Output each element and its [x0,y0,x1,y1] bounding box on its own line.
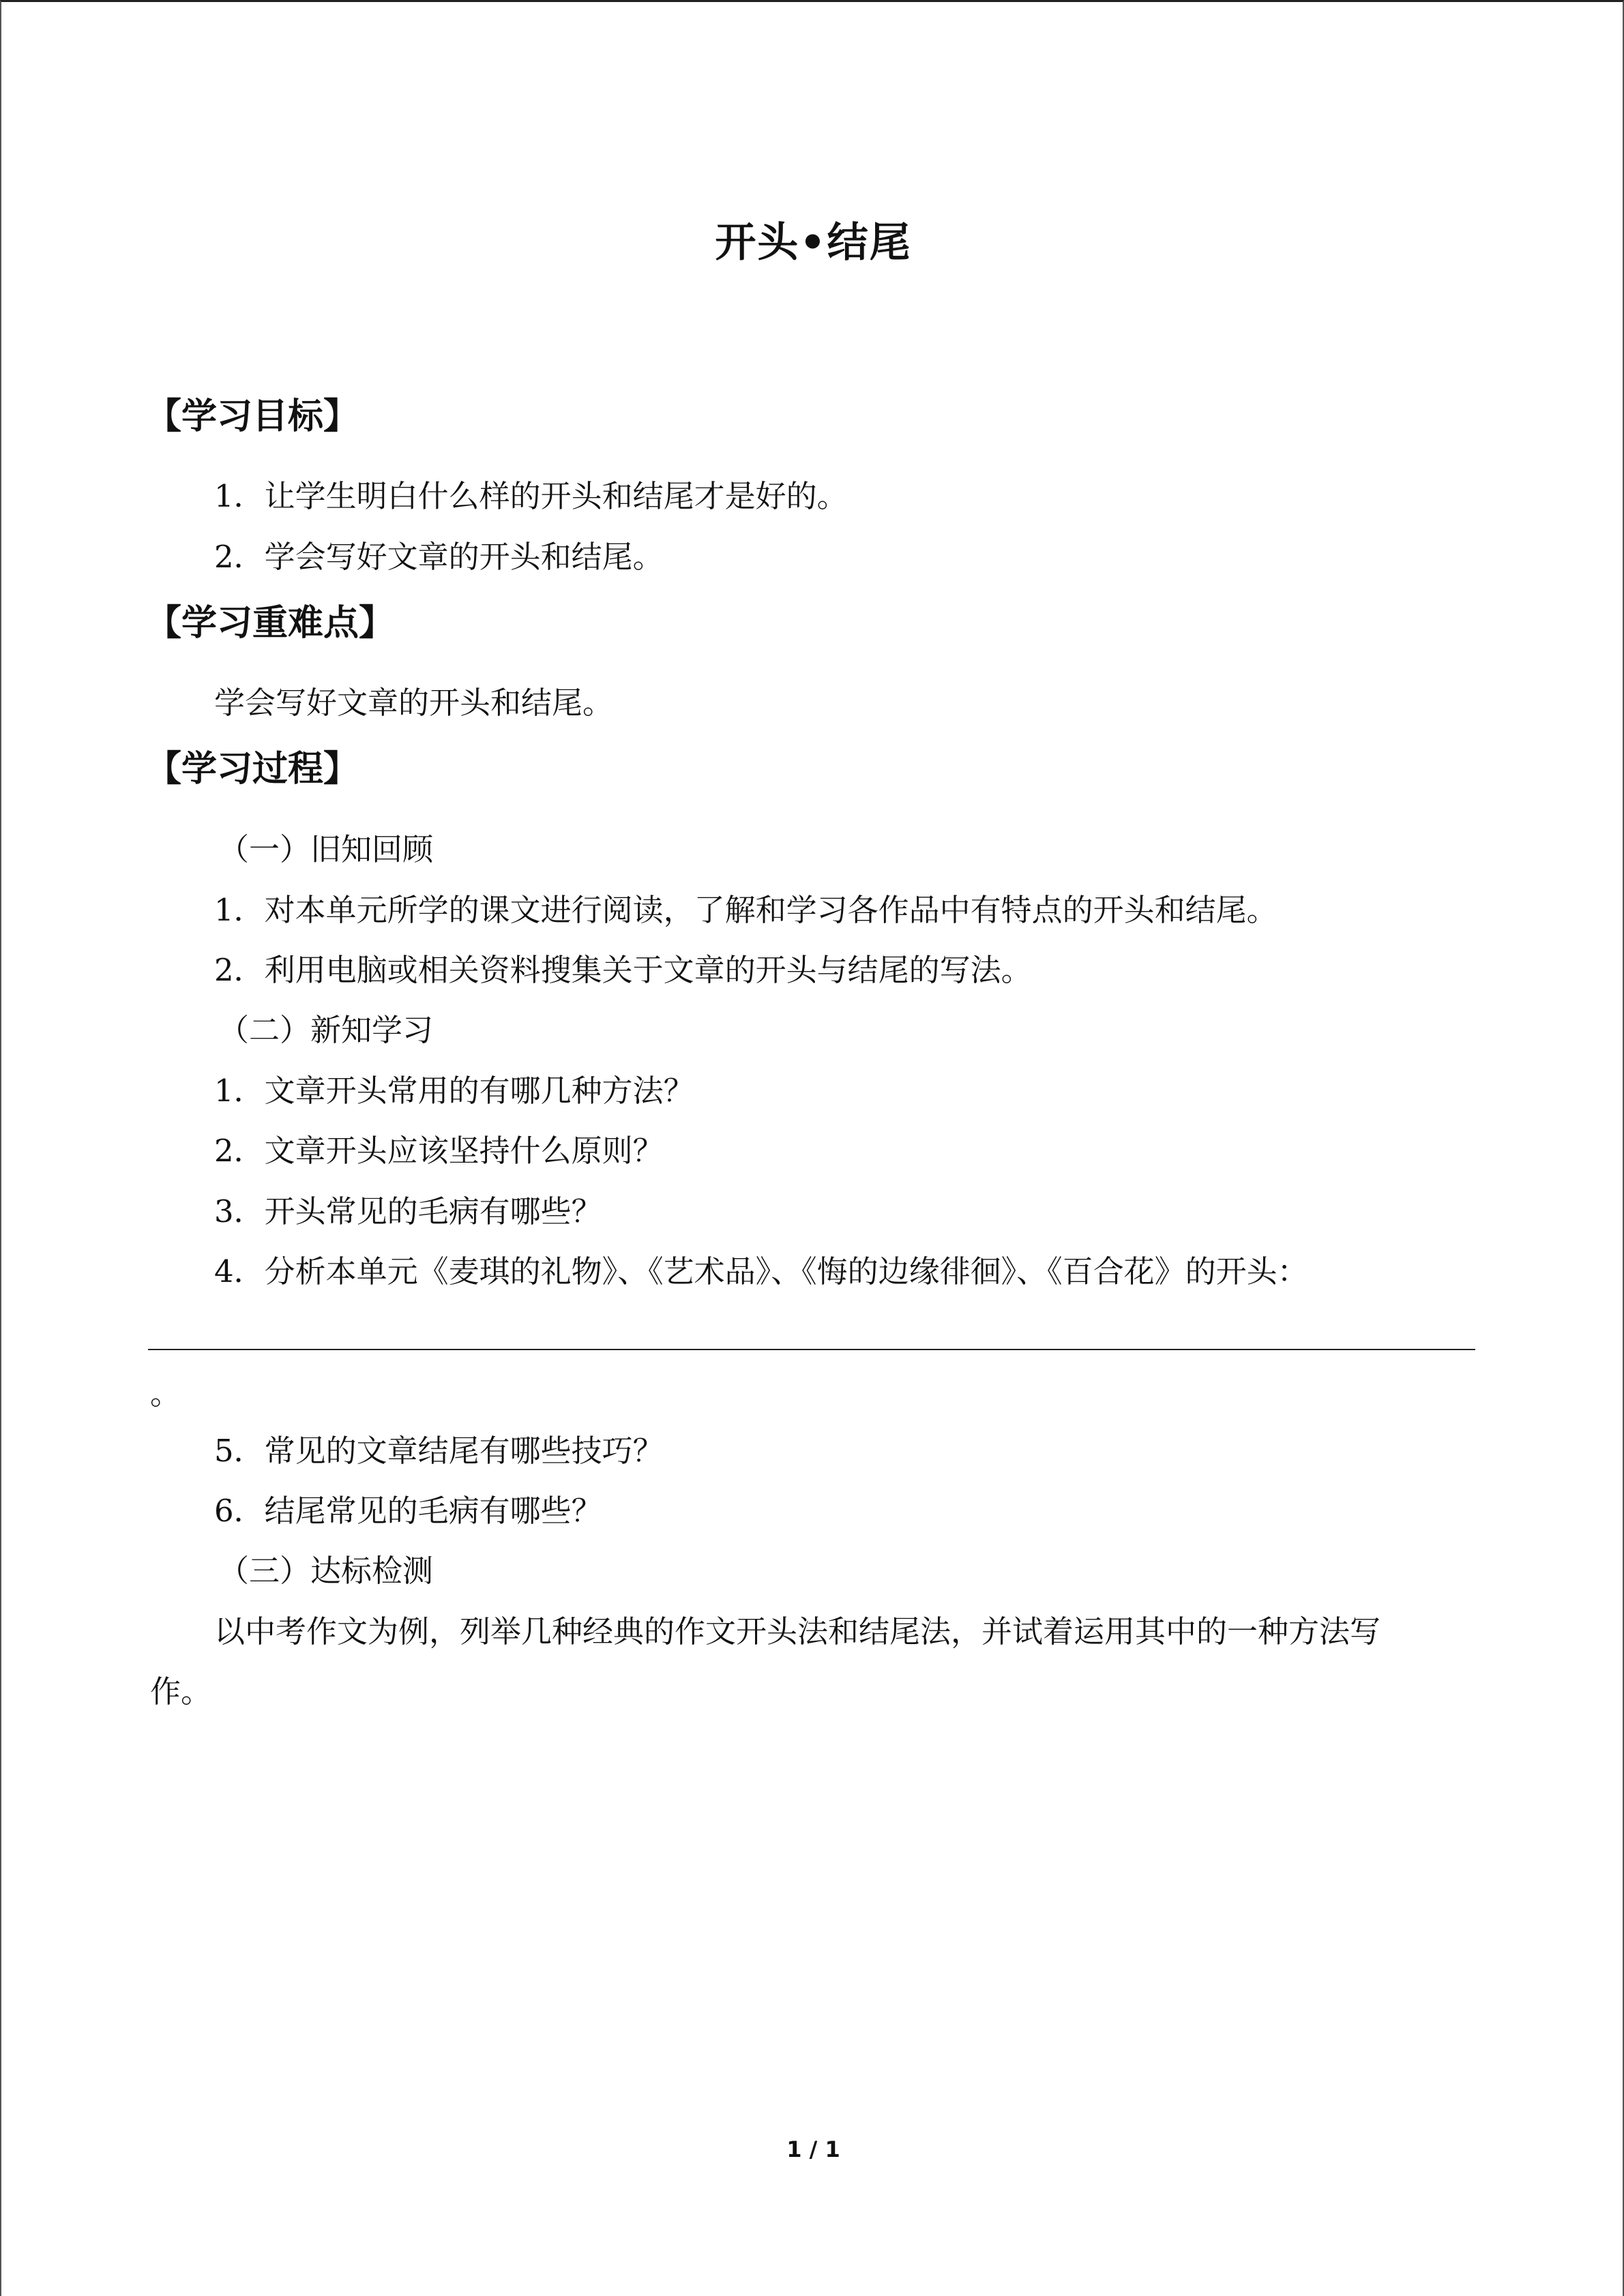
heading-key-points: 【学习重难点】 [146,603,395,644]
goal-item-1: 1．让学生明白什么样的开头和结尾才是好的。 [214,478,848,514]
part1-item-1: 1．对本单元所学的课文进行阅读，了解和学习各作品中有特点的开头和结尾。 [214,892,1278,928]
answer-blank-end: 。 [150,1375,181,1412]
part2-item-1: 1．文章开头常用的有哪几种方法？ [214,1073,694,1109]
answer-blank-line [148,1349,1475,1350]
part2-item-3: 3．开头常见的毛病有哪些？ [214,1193,602,1229]
part2-item-5: 5．常见的文章结尾有哪些技巧？ [214,1433,664,1469]
part3-text-line-1: 以中考作文为例，列举几种经典的作文开头法和结尾法，并试着运用其中的一种方法写 [214,1613,1381,1650]
part1-label: （一）旧知回顾 [218,831,434,867]
part2-item-2: 2．文章开头应该坚持什么原则？ [214,1133,664,1169]
part3-text-line-2: 作。 [150,1673,212,1710]
part2-item-6: 6．结尾常见的毛病有哪些？ [214,1493,602,1529]
document-title: 开头•结尾 [715,219,912,267]
part3-label: （三）达标检测 [218,1553,434,1589]
goal-item-2: 2．学会写好文章的开头和结尾。 [214,539,664,575]
page-number: 1 / 1 [786,2136,840,2162]
part2-item-4: 4．分析本单元《麦琪的礼物》、《艺术品》、《悔的边缘徘徊》、《百合花》的开头： [214,1253,1308,1289]
heading-learning-process: 【学习过程】 [146,749,359,790]
part2-label: （二）新知学习 [218,1012,434,1048]
part1-item-2: 2．利用电脑或相关资料搜集关于文章的开头与结尾的写法。 [214,952,1032,988]
heading-learning-goals: 【学习目标】 [146,396,359,437]
key-points-text: 学会写好文章的开头和结尾。 [214,685,614,721]
